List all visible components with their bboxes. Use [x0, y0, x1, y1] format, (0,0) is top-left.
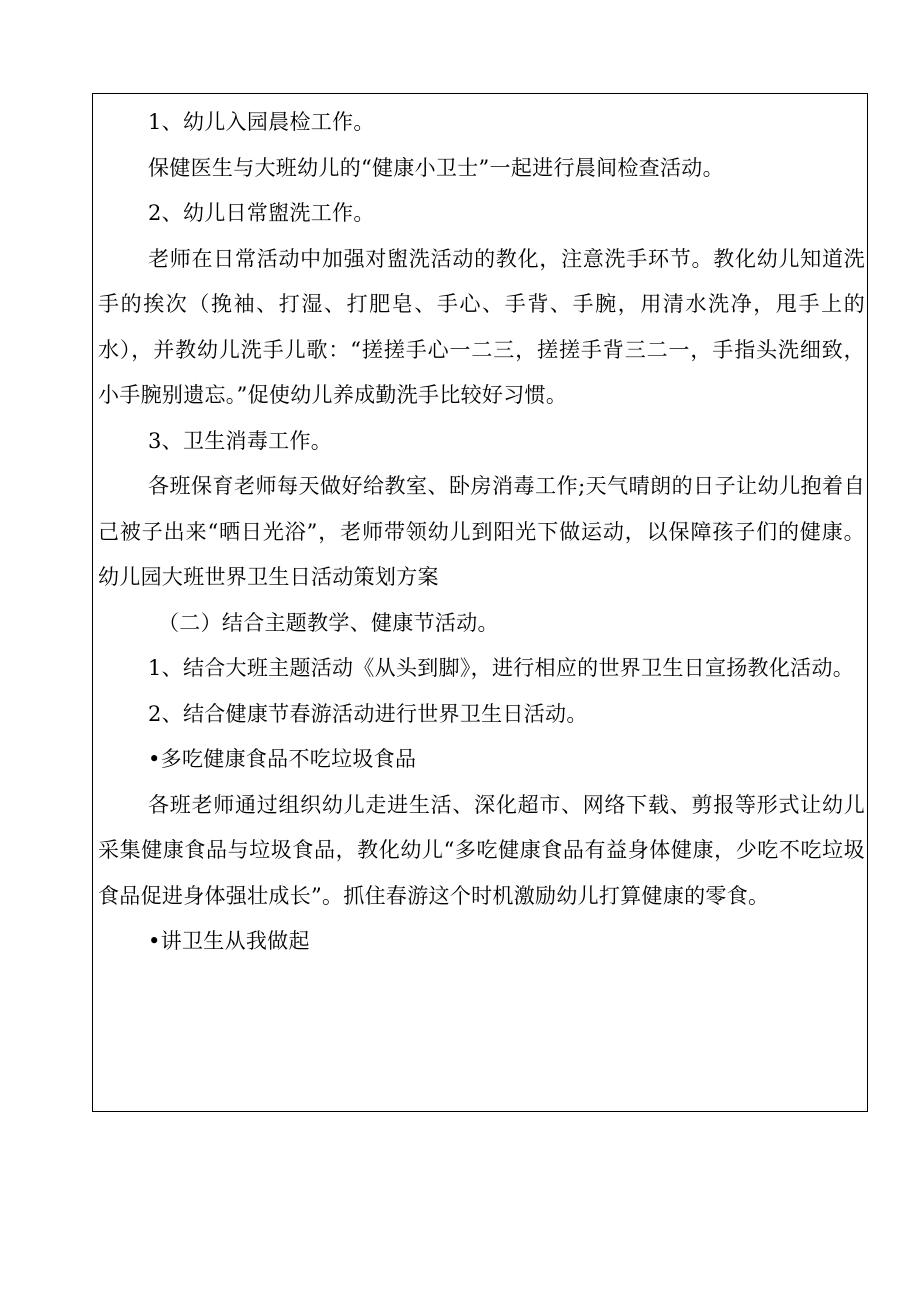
section-heading-theme-teaching: （二）结合主题教学、健康节活动。: [158, 610, 499, 635]
paragraph-healthy-food: 各班老师通过组织幼儿走进生活、深化超市、网络下载、剪报等形式让幼儿采集健康食品与垃圾食品，教化幼儿“多吃健康食品有益身体健康，少吃不吃垃圾食品促进身体强壮成长”。抓住春游这个时机激励幼儿打算健康的零食。: [98, 792, 865, 908]
heading-daily-washing: 2、幼儿日常盥洗工作。: [148, 201, 375, 225]
bullet-hygiene-starts-with-me: •讲卫生从我做起: [148, 929, 310, 953]
heading-disinfection: 3、卫生消毒工作。: [148, 428, 333, 453]
paragraph-spring-outing: 2、结合健康节春游活动进行世界卫生日活动。: [148, 701, 588, 726]
paragraph-daily-washing: 老师在日常活动中加强对盥洗活动的教化，注意洗手环节。教化幼儿知道洗手的挨次（挽袖、打湿、打肥皂、手心、手背、手腕，用清水洗净，甩手上的水），并教幼儿洗手儿歌：“搓搓手心一二三，搓搓手背三二一，手指头洗细致，小手腕别遗忘。”促使幼儿养成勤洗手比较好习惯。: [98, 246, 865, 407]
bullet-healthy-food: •多吃健康食品不吃垃圾食品: [148, 747, 417, 771]
paragraph-morning-check: 保健医生与大班幼儿的“健康小卫士”一起进行晨间检查活动。: [148, 155, 724, 180]
paragraph-theme-activity: 1、结合大班主题活动《从头到脚》，进行相应的世界卫生日宣扬教化活动。: [148, 656, 855, 680]
paragraph-disinfection: 各班保育老师每天做好给教室、卧房消毒工作;天气晴朗的日子让幼儿抱着自己被子出来“晒日光浴”，老师带领幼儿到阳光下做运动，以保障孩子们的健康。幼儿园大班世界卫生日活动策划方案: [98, 474, 865, 589]
document-table-cell: [92, 93, 868, 1112]
document-body: [93, 94, 869, 965]
heading-morning-check: 1、幼儿入园晨检工作。: [148, 110, 375, 134]
